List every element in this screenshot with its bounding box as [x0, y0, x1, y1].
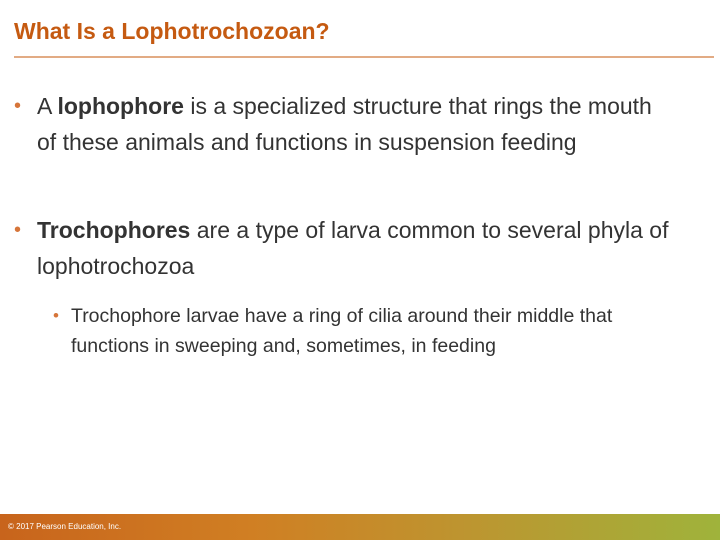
bullet-text-rest: is a specialized structure that rings the mouth of these animals and functions in suspension feeding	[37, 93, 652, 155]
bullet-marker: •	[14, 219, 22, 241]
bullet-marker: •	[53, 306, 59, 325]
bullet-bold-term: lophophore	[57, 93, 184, 119]
bullet-text-rest: are a type of larva common to several phyla of lophotrochozoa	[37, 217, 669, 279]
bullet-text	[37, 88, 677, 160]
bullet-text-prefix: A	[37, 93, 58, 119]
bullet-trochophores	[14, 212, 677, 284]
bullet-lophophore	[14, 88, 677, 160]
slide-title: What Is a Lophotrochozoan?	[14, 18, 330, 44]
title-divider	[14, 56, 714, 58]
bullet-text	[37, 212, 677, 284]
subbullet-trochophore-larvae	[53, 301, 691, 361]
footer-bar	[0, 514, 720, 540]
bullet-bold-term: Trochophores	[37, 217, 191, 243]
subbullet-text: Trochophore larvae have a ring of cilia around their middle that functions in sweeping and, sometimes, in feeding	[71, 305, 613, 357]
bullet-marker: •	[14, 95, 22, 117]
copyright-text: © 2017 Pearson Education, Inc.	[8, 522, 122, 531]
